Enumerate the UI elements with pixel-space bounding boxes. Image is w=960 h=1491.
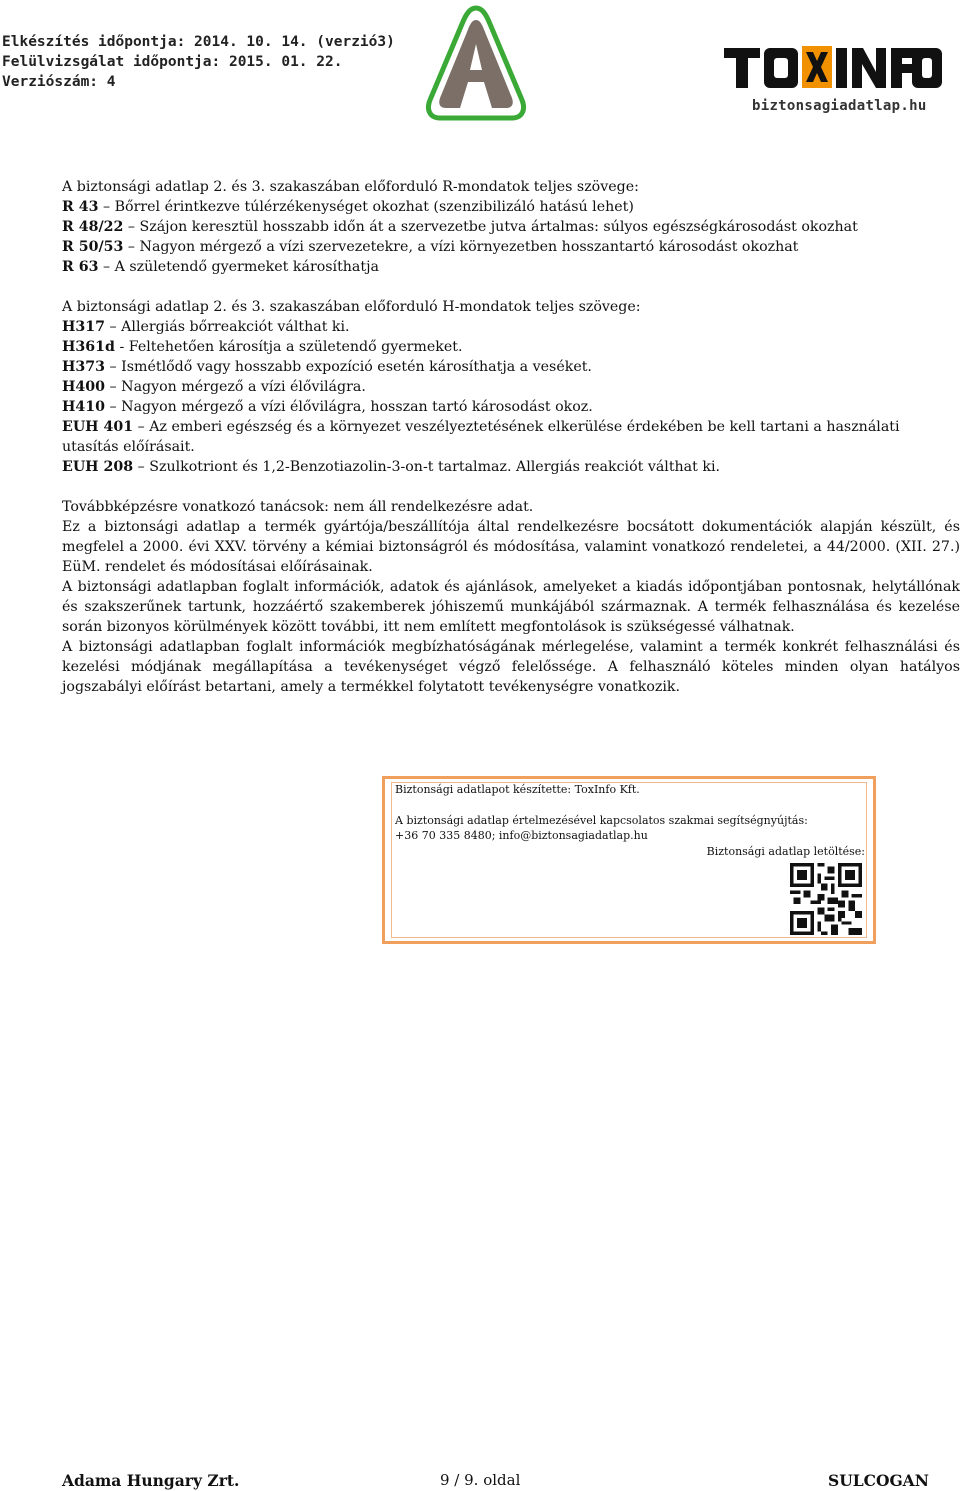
qr-code-icon[interactable] xyxy=(790,863,862,935)
version-number: Verziószám: 4 xyxy=(2,74,116,90)
prepared-by: Biztonsági adatlapot készítette: ToxInfo Kft. xyxy=(395,783,640,796)
footer-product-name: SULCOGAN xyxy=(828,1471,929,1490)
r-phrase: R 43 – Bőrrel érintkezve túlérzékenységet okozhat (szenzibilizáló hatású lehet) xyxy=(62,199,634,215)
h-phrase: H317 – Allergiás bőrreakciót válthat ki. xyxy=(62,319,350,335)
training-advice: Továbbképzésre vonatkozó tanácsok: nem áll rendelkezésre adat. xyxy=(62,499,534,515)
revision-date: Felülvizsgálat időpontja: 2015. 01. 22. xyxy=(2,54,343,70)
h-phrase: H373 – Ismétlődő vagy hosszabb expozíció esetén károsíthatja a veséket. xyxy=(62,359,592,375)
euh-phrase: EUH 401 – Az emberi egészség és a környezet veszélyeztetésének elkerülése érdekében be kell tartani a használati utasítás előírásait. xyxy=(62,419,900,455)
toxinfo-url: biztonsagiadatlap.hu xyxy=(752,98,927,114)
h-section-intro: A biztonsági adatlap 2. és 3. szakaszában előforduló H-mondatok teljes szövege: xyxy=(62,299,641,315)
help-label: A biztonsági adatlap értelmezésével kapcsolatos szakmai segítségnyújtás: xyxy=(395,814,808,827)
r-phrase: R 63 – A születendő gyermeket károsíthatja xyxy=(62,259,379,275)
h-phrase: H410 – Nagyon mérgező a vízi élővilágra, hosszan tartó károsodást okoz. xyxy=(62,399,593,415)
toxinfo-logo xyxy=(724,44,942,90)
download-label: Biztonsági adatlap letöltése: xyxy=(706,845,865,858)
r-phrase: R 48/22 – Szájon keresztül hosszabb időn át a szervezetbe jutva ártalmas: súlyos egészségkárosodást okozhat xyxy=(62,219,858,235)
h-phrase: H361d - Feltehetően károsítja a születendő gyermeket. xyxy=(62,339,463,355)
created-date: Elkészítés időpontja: 2014. 10. 14. (verzió3) xyxy=(2,34,395,50)
footer-company: Adama Hungary Zrt. xyxy=(62,1471,240,1490)
r-section-intro: A biztonsági adatlap 2. és 3. szakaszában előforduló R-mondatok teljes szövege: xyxy=(62,179,639,195)
legal-basis-paragraph: Ez a biztonsági adatlap a termék gyártója/beszállítója által rendelkezésre bocsátott dokumentációk alapján készült, és megfelel a 2000. évi XXV. törvény a kémiai biztonságról és módosítása, valamint vonatkozó rendeletei, a 44/2000. (XII. 27.) EüM. rendelet és módosításai előírásainak. xyxy=(62,519,960,575)
toxinfo-contact-box xyxy=(382,776,876,944)
contact-info[interactable]: +36 70 335 8480; info@biztonsagiadatlap.hu xyxy=(395,829,648,842)
document-metadata xyxy=(2,32,395,92)
r-phrase: R 50/53 – Nagyon mérgező a vízi szervezetekre, a vízi környezetben hosszantartó károsodást okozhat xyxy=(62,239,799,255)
euh-phrase: EUH 208 – Szulkotriont és 1,2-Benzotiazolin-3-on-t tartalmaz. Allergiás reakciót válthat ki. xyxy=(62,459,720,475)
user-responsibility-paragraph: A biztonsági adatlapban foglalt információk megbízhatóságának mérlegelése, valamint a termék konkrét felhasználási és kezelési módjának megállapítása a tevékenységet végző felelőssége. A felhasználó köteles minden olyan hatályos jogszabályi előírást betartani, amely a termékkel folytatott tevékenységre vonatkozik. xyxy=(62,639,960,695)
information-disclaimer-paragraph: A biztonsági adatlapban foglalt információk, adatok és ajánlások, amelyeket a kiadás időpontjában pontosnak, helytállónak és szakszerűnek tartunk, hozzáértő szakemberek jóhiszemű munkájából származnak. A termék felhasználása és kezelése során bizonyos körülmények között további, itt nem említett megfontolások is szükségessé válhatnak. xyxy=(62,579,960,635)
adama-logo xyxy=(424,4,528,124)
h-phrase: H400 – Nagyon mérgező a vízi élővilágra. xyxy=(62,379,366,395)
page-number: 9 / 9. oldal xyxy=(440,1471,521,1489)
document-body xyxy=(62,177,960,697)
